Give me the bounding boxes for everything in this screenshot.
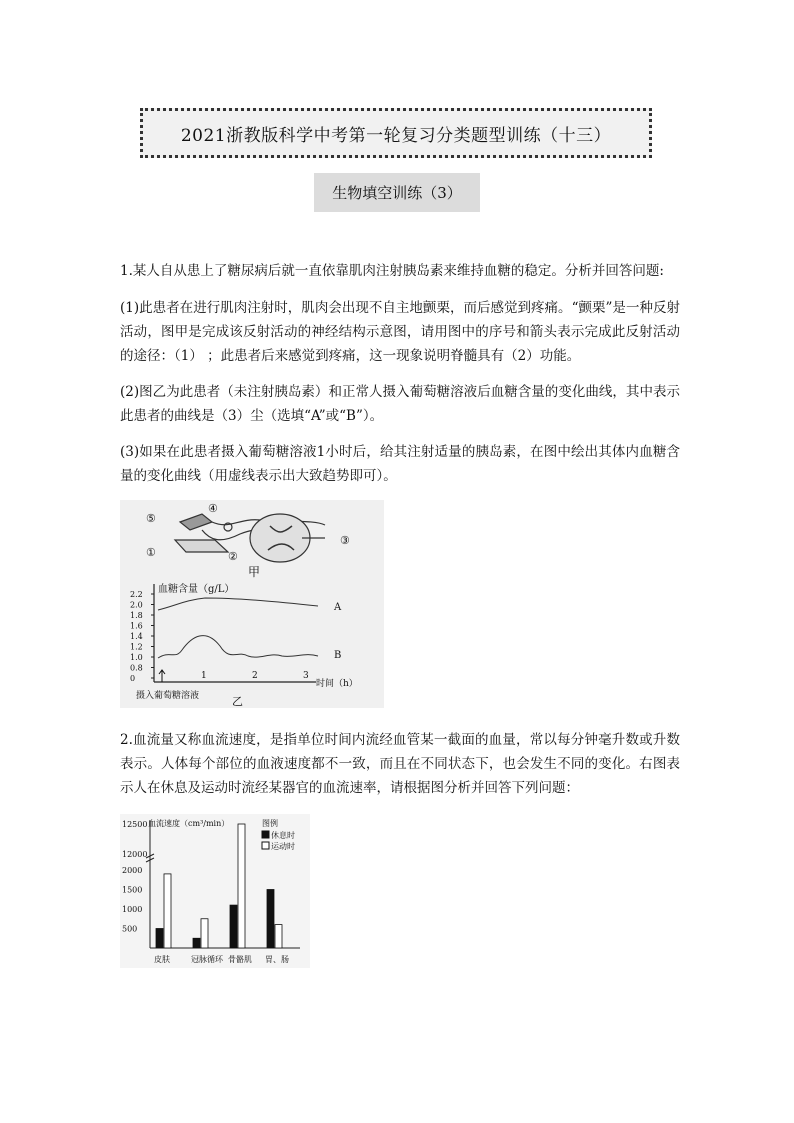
reflex-label-4: ④ <box>208 502 218 515</box>
legend-label-exercise: 运动时 <box>271 842 295 851</box>
reflex-arc-diagram <box>120 500 384 708</box>
title-box <box>140 108 652 158</box>
bar-chart-ylabel: 血流速度（cm³/min） <box>148 819 230 828</box>
figure-jia-caption: 甲 <box>248 565 261 579</box>
series-a-label: A <box>334 602 342 613</box>
glucose-ytick: 2.0 <box>130 600 143 610</box>
bar-rest <box>156 929 163 949</box>
glucose-ytick: 1.2 <box>130 642 143 652</box>
subtitle-box <box>314 173 480 212</box>
page-title: 2021浙教版科学中考第一轮复习分类题型训练（十三） <box>180 125 612 146</box>
legend-title: 图例 <box>262 819 278 828</box>
bar-exercise <box>275 925 282 948</box>
reflex-label-5: ⑤ <box>146 512 156 525</box>
bar-ytick: 12500 <box>122 820 148 829</box>
q1-intro: 1.某人自从患上了糖尿病后就一直依靠肌肉注射胰岛素来维持血糖的稳定。分析并回答问题: <box>120 263 664 279</box>
figure-reflex-and-glucose <box>120 500 384 708</box>
glucose-xlabel: 时间（h） <box>316 679 358 689</box>
glucose-ytick: 2.2 <box>130 590 143 599</box>
glucose-ytick: 1.8 <box>130 611 143 620</box>
bar-category-label: 冠脉循环 <box>191 955 223 964</box>
bar-exercise <box>238 824 245 948</box>
glucose-ytick: 1.4 <box>130 632 143 641</box>
bar-chart-svg <box>120 814 310 968</box>
series-a-line <box>158 598 318 610</box>
legend-swatch-rest <box>262 831 269 838</box>
reflex-label-1: ① <box>146 546 156 559</box>
bar-category-label: 皮肤 <box>154 955 170 964</box>
reflex-label-2: ② <box>228 550 238 563</box>
bar-ytick: 500 <box>122 924 138 934</box>
glucose-xtick: 1 <box>201 671 207 681</box>
bar-exercise <box>164 874 171 948</box>
bar-category-label: 骨骼肌 <box>228 955 252 964</box>
figure-yi-caption: 乙 <box>232 695 243 708</box>
glucose-ytick: 0.8 <box>130 663 143 673</box>
bar-ytick: 2000 <box>122 866 143 875</box>
bar-rest <box>267 890 274 949</box>
q1-part2: (2)图乙为此患者（未注射胰岛素）和正常人摄入葡萄糖溶液后血糖含量的变化曲线，其中表示此患者的曲线是（3）尘（选填“A”或“B”）。 <box>120 384 680 424</box>
glucose-ytick: 0 <box>130 674 136 683</box>
bar-ytick: 12000 <box>122 850 148 859</box>
bar-ytick: 1000 <box>122 905 143 914</box>
glucose-note: 摄入葡萄糖溶液 <box>136 691 200 701</box>
q1-part3: (3)如果在此患者摄入葡萄糖溶液1小时后，给其注射适量的胰岛素，在图中绘出其体内血糖含量的变化曲线（用虚线表示出大致趋势即可）。 <box>120 444 680 484</box>
reflex-arc <box>175 514 325 562</box>
series-b-line <box>158 636 318 658</box>
bar-category-label: 胃、肠 <box>265 955 289 964</box>
q2-text: 2.血流量又称血流速度，是指单位时间内流经血管某一截面的血量，常以每分钟毫升数或升数表示。人体每个部位的血液速度都不一致，而且在不同状态下，也会发生不同的变化。右图表示人在休息及运动时流经某器官的血流速率，请根据图分析并回答下列问题： <box>120 732 680 796</box>
bar-exercise <box>201 919 208 948</box>
q1-part1: (1)此患者在进行肌肉注射时，肌肉会出现不自主地颤栗，而后感觉到疼痛。“颤栗”是一种反射活动，图甲是完成该反射活动的神经结构示意图，请用图中的序号和箭头表示完成此反射活动的途径：（1） ；此患者后来感觉到疼痛，这一现象说明脊髓具有（2）功能。 <box>120 300 680 364</box>
glucose-xtick: 3 <box>303 671 309 681</box>
bar-rest <box>193 938 200 948</box>
glucose-chart <box>130 582 358 708</box>
legend-swatch-exercise <box>262 842 269 849</box>
page-subtitle: 生物填空训练（3） <box>332 184 462 202</box>
reflex-label-3: ③ <box>340 534 350 547</box>
glucose-ylabel: 血糖含量（g/L） <box>158 584 235 595</box>
glucose-xtick: 2 <box>252 671 258 681</box>
bar-ytick: 1500 <box>122 885 143 895</box>
glucose-ytick: 1.6 <box>130 621 143 631</box>
blood-flow-chart <box>120 814 310 968</box>
glucose-ytick: 1.0 <box>130 653 143 662</box>
legend-label-rest: 休息时 <box>271 831 295 840</box>
bar-rest <box>230 905 237 948</box>
series-b-label: B <box>334 650 342 661</box>
